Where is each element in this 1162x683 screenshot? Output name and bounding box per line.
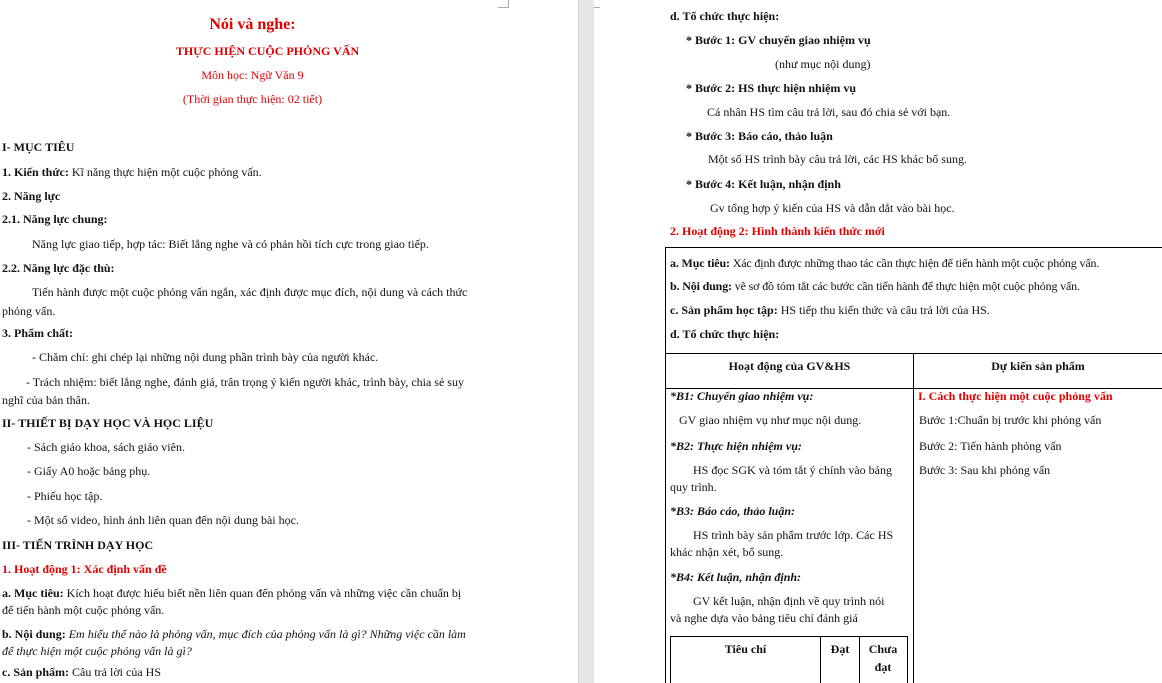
paragraph: Một số HS trình bày câu trả lời, các HS khác bổ sung.	[708, 152, 967, 166]
text: Kích hoạt được hiểu biết nền liên quan đến phỏng vấn và những việc cần chuẩn bị	[63, 586, 462, 600]
list-item: - Sách giáo khoa, sách giáo viên.	[27, 440, 185, 454]
text: vẽ sơ đồ tóm tắt các bước cần tiến hành để thực hiện một cuộc phỏng vấn.	[731, 279, 1080, 293]
cell-text: *B4: Kết luận, nhận định:	[670, 570, 802, 584]
criteria-header: đạt	[874, 660, 892, 674]
paragraph	[2, 626, 466, 642]
section-heading: III- TIẾN TRÌNH DẠY HỌC	[2, 538, 154, 552]
document-page-left	[0, 0, 578, 683]
paragraph	[2, 585, 461, 601]
text: HS tiếp thu kiến thức và câu trả lời của HS.	[777, 303, 990, 317]
step-heading: * Bước 4: Kết luận, nhận định	[686, 177, 841, 191]
list-item: - Một số video, hình ảnh liên quan đến nội dung bài học.	[27, 513, 299, 527]
table-border	[913, 353, 914, 683]
section-heading: II- THIẾT BỊ DẠY HỌC VÀ HỌC LIỆU	[2, 416, 214, 430]
step-heading: * Bước 1: GV chuyển giao nhiệm vụ	[686, 33, 871, 47]
list-item: - Giấy A0 hoặc bảng phụ.	[27, 464, 151, 478]
subheading: 2.2. Năng lực đặc thù:	[2, 261, 115, 275]
margin-mark	[594, 0, 600, 8]
paragraph	[670, 278, 1080, 294]
paragraph: - Chăm chỉ: ghi chép lại những nội dung phần trình bày của người khác.	[32, 350, 379, 364]
subheading: d. Tổ chức thực hiện:	[670, 327, 780, 341]
paragraph: Năng lực giao tiếp, hợp tác: Biết lắng nghe và có phản hồi tích cực trong giao tiếp.	[32, 237, 429, 251]
cell-text: Bước 2: Tiến hành phỏng vấn	[919, 439, 1062, 453]
paragraph: - Trách nhiệm: biết lắng nghe, đánh giá, trân trọng ý kiến người khác, trình bày, chia sẻ suy	[26, 375, 464, 389]
paragraph: để tiến hành một cuộc phỏng vấn.	[2, 603, 165, 617]
step-heading: * Bước 2: HS thực hiện nhiệm vụ	[686, 81, 857, 95]
cell-text: *B1: Chuyển giao nhiệm vụ:	[670, 389, 814, 403]
table-header: Dự kiến sản phẩm	[991, 359, 1085, 373]
label: b. Nội dung:	[670, 279, 732, 293]
text: Câu trả lời của HS	[69, 665, 162, 679]
text: Em hiểu thế nào là phỏng vấn, mục đích của phỏng vấn là gì? Những việc cần làm	[65, 627, 466, 641]
paragraph: phỏng vấn.	[2, 304, 56, 318]
cell-text: HS trình bày sản phẩm trước lớp. Các HS	[693, 528, 894, 542]
cell-text: Bước 3: Sau khi phỏng vấn	[919, 463, 1051, 477]
subject-line: Môn học: Ngữ Văn 9	[201, 68, 304, 82]
cell-text: khác nhận xét, bổ sung.	[670, 545, 784, 559]
paragraph: Cá nhân HS tìm câu trả lời, sau đó chia sẻ với bạn.	[707, 105, 951, 119]
cell-text: *B3: Báo cáo, thảo luận:	[670, 504, 796, 518]
label: b. Nội dung:	[2, 627, 66, 641]
document-subtitle: THỰC HIỆN CUỘC PHỎNG VẤN	[175, 44, 360, 58]
subheading: 2.1. Năng lực chung:	[2, 212, 108, 226]
list-item: - Phiếu học tập.	[27, 489, 103, 503]
paragraph	[670, 302, 990, 318]
criteria-header: Chưa	[868, 642, 898, 656]
cell-text: Bước 1:Chuẩn bị trước khi phỏng vấn	[919, 413, 1102, 427]
label: a. Mục tiêu:	[670, 256, 730, 270]
step-heading: * Bước 3: Báo cáo, thảo luận	[686, 129, 833, 143]
paragraph	[670, 255, 1099, 271]
paragraph: Tiến hành được một cuộc phỏng vấn ngắn, xác định được mục đích, nội dung và cách thức	[32, 285, 468, 299]
duration-line: (Thời gian thực hiện: 02 tiết)	[182, 92, 323, 106]
label: a. Mục tiêu:	[2, 586, 64, 600]
cell-text: GV giao nhiệm vụ như mục nội dung.	[679, 413, 862, 427]
subheading: 2. Năng lực	[2, 189, 61, 203]
subheading: 3. Phẩm chất:	[2, 326, 73, 340]
criteria-header: Tiêu chí	[724, 642, 767, 656]
activity-heading: 1. Hoạt động 1: Xác định vấn đề	[2, 562, 167, 576]
paragraph: (như mục nội dung)	[775, 57, 871, 71]
paragraph	[2, 664, 161, 680]
cell-text: HS đọc SGK và tóm tắt ý chính vào bảng	[693, 463, 892, 477]
margin-mark	[498, 0, 509, 8]
text: Kĩ năng thực hiện một cuộc phỏng vấn.	[68, 165, 262, 179]
table-header: Hoạt động của GV&HS	[728, 359, 851, 373]
cell-heading: I. Cách thực hiện một cuộc phỏng vấn	[918, 389, 1113, 403]
section-heading: I- MỤC TIÊU	[2, 140, 75, 154]
cell-text: quy trình.	[670, 480, 717, 494]
label: 1. Kiến thức:	[2, 165, 69, 179]
label: c. Sản phẩm:	[2, 665, 70, 679]
page-gap	[578, 0, 594, 683]
cell-text: và nghe dựa vào bảng tiêu chí đánh giá	[670, 611, 858, 625]
document-page-right	[594, 0, 1162, 683]
cell-text: *B2: Thực hiện nhiệm vụ:	[670, 439, 802, 453]
text: Xác định được những thao tác cần thực hiện để tiến hành một cuộc phỏng vấn.	[729, 256, 1100, 270]
paragraph: để thực hiện một cuộc phỏng vấn là gì?	[2, 644, 192, 658]
document-title: Nói và nghe:	[209, 16, 296, 33]
paragraph: Gv tổng hợp ý kiến của HS và dẫn dắt vào bài học.	[710, 201, 955, 215]
paragraph: nghĩ của bản thân.	[2, 393, 90, 407]
criteria-header: Đạt	[830, 642, 850, 656]
subheading: d. Tổ chức thực hiện:	[670, 9, 780, 23]
paragraph	[2, 164, 262, 180]
cell-text: GV kết luận, nhận định về quy trình nói	[693, 594, 885, 608]
activity-heading: 2. Hoạt động 2: Hình thành kiến thức mới	[670, 224, 885, 238]
label: c. Sản phẩm học tập:	[670, 303, 778, 317]
